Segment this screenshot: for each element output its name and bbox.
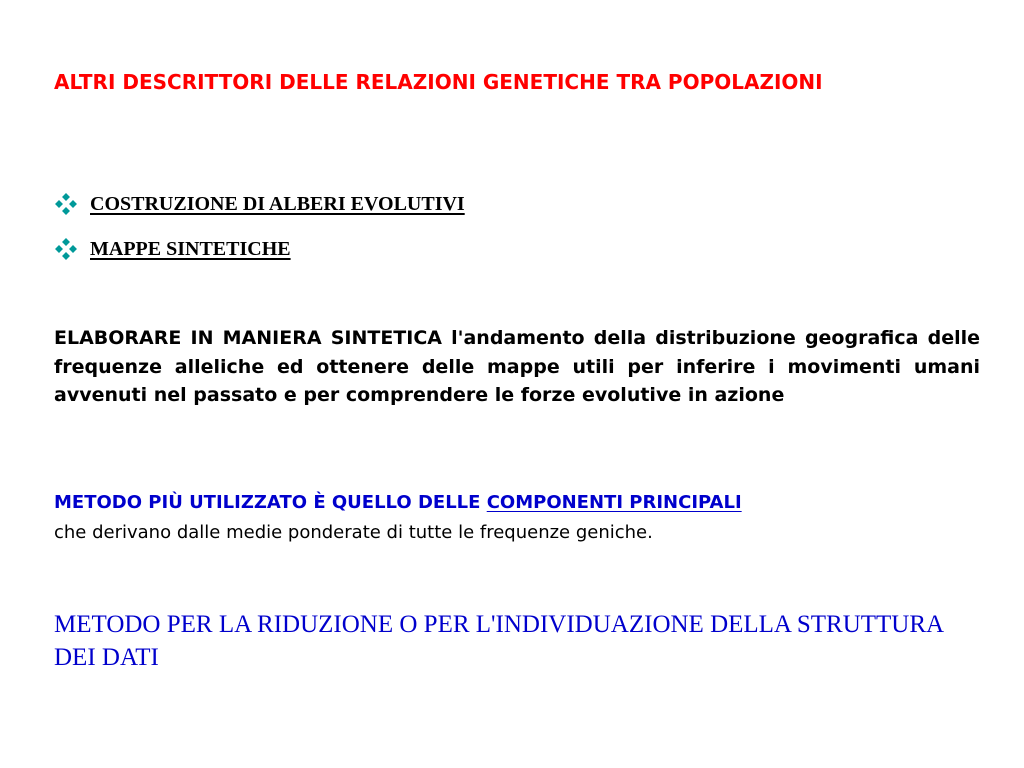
bullet-list bbox=[54, 190, 465, 280]
paragraph-body: l'andamento della distribuzione geografica delle frequenze alleliche ed ottenere delle mappe utili per inferire i movimenti umani avvenuti nel passato e per comprendere le forze evolutive in azione bbox=[54, 327, 980, 406]
bullet-label: COSTRUZIONE DI ALBERI EVOLUTIVI bbox=[90, 192, 465, 215]
footer-heading: METODO PER LA RIDUZIONE O PER L'INDIVIDUAZIONE DELLA STRUTTURA DEI DATI bbox=[54, 611, 943, 671]
paragraph-lead: ELABORARE IN MANIERA SINTETICA bbox=[54, 327, 442, 349]
bullet-item-mappe bbox=[54, 235, 465, 263]
bullet-label: MAPPE SINTETICHE bbox=[90, 237, 291, 260]
slide-title: ALTRI DESCRITTORI DELLE RELAZIONI GENETICHE TRA POPOLAZIONI bbox=[54, 70, 823, 94]
metodo-suffix: che derivano dalle medie ponderate di tutte le frequenze geniche. bbox=[54, 522, 653, 543]
diamond-bullet-icon bbox=[54, 192, 78, 216]
bullet-item-alberi bbox=[54, 190, 465, 218]
componenti-principali-link[interactable]: COMPONENTI PRINCIPALI bbox=[486, 492, 742, 513]
diamond-bullet-icon bbox=[54, 237, 78, 261]
metodo-paragraph bbox=[54, 488, 984, 548]
description-paragraph bbox=[54, 324, 980, 410]
metodo-prefix: METODO PIÙ UTILIZZATO È QUELLO DELLE bbox=[54, 492, 487, 513]
